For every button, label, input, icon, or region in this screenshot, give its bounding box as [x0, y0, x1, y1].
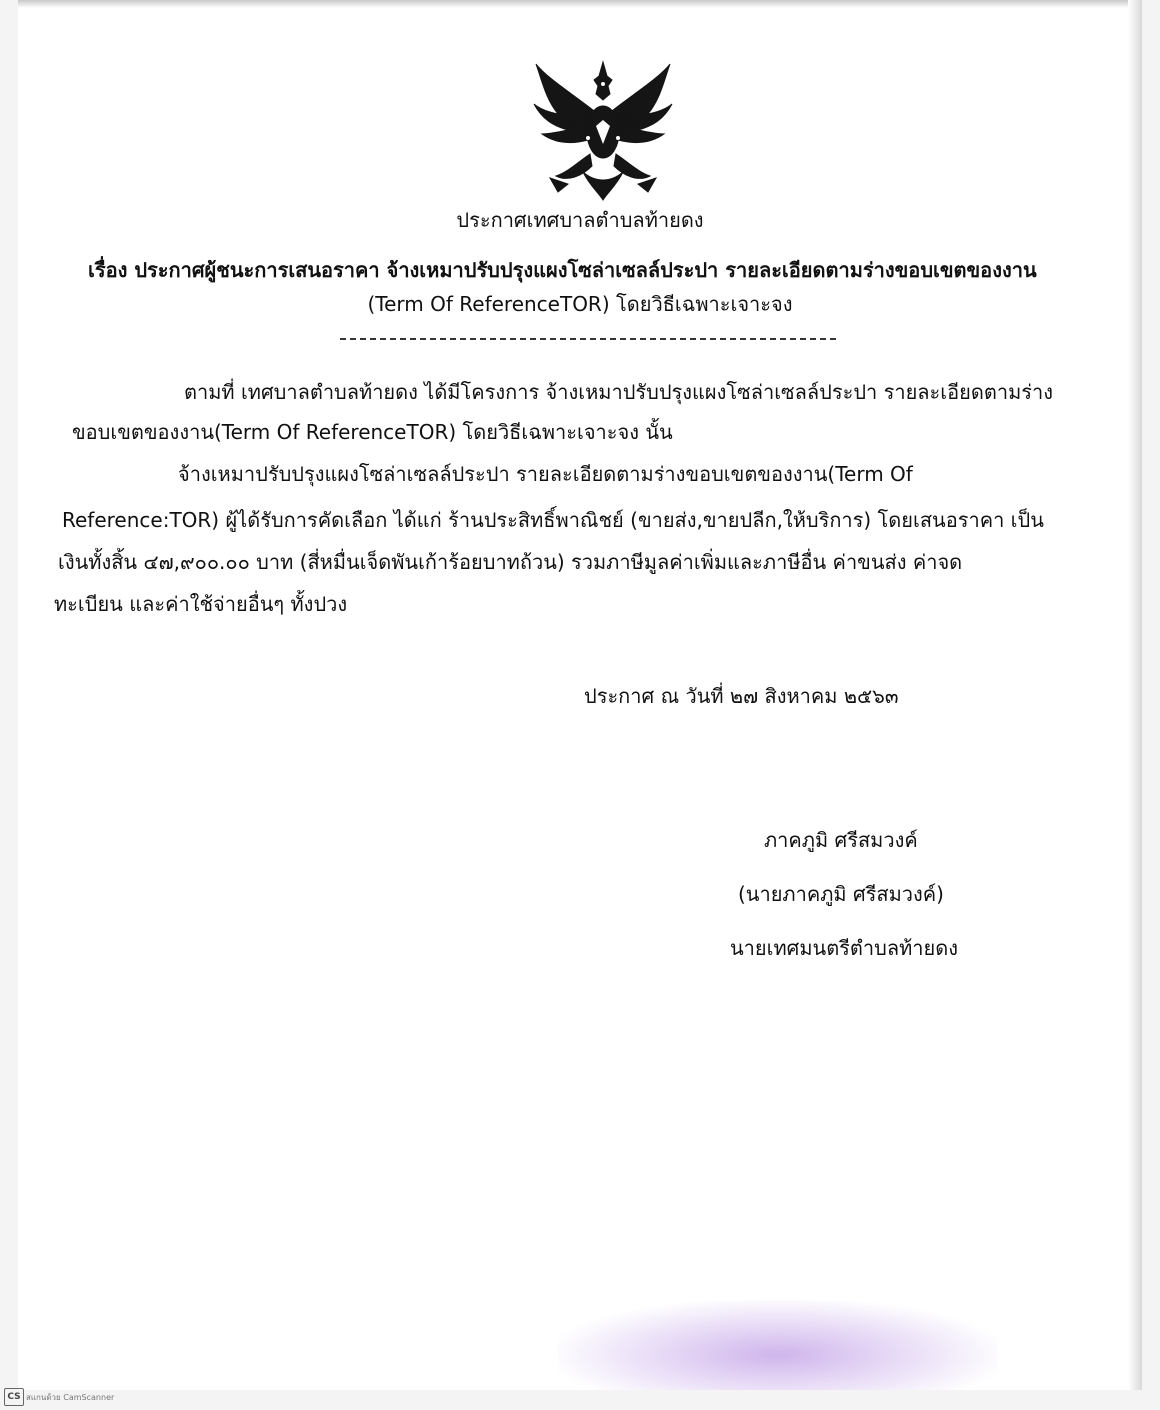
announcement-date: ประกาศ ณ วันที่ ๒๗ สิงหาคม ๒๕๖๓: [584, 684, 899, 708]
body-line-2: ขอบเขตของงาน(Term Of ReferenceTOR) โดยวิธีเฉพาะเจาะจง นั้น: [72, 420, 673, 444]
scan-color-stain: [558, 1300, 998, 1390]
signature-name: ภาคภูมิ ศรีสมวงค์: [764, 828, 918, 852]
header-divider: [340, 338, 836, 340]
body-line-1: ตามที่ เทศบาลตำบลท้ายดง ได้มีโครงการ จ้างเหมาปรับปรุงแผงโซล่าเซลล์ประปา รายละเอียดตามร่าง: [184, 380, 1053, 404]
camscanner-logo: CS: [4, 1388, 24, 1406]
body-line-4: Reference:TOR) ผู้ได้รับการคัดเลือก ได้แก่ ร้านประสิทธิ์พาณิชย์ (ขายส่ง,ขายปลีก,ให้บริการ) โดยเสนอราคา เป็น: [62, 508, 1044, 532]
subject-line-1: เรื่อง ประกาศผู้ชนะการเสนอราคา จ้างเหมาปรับปรุงแผงโซล่าเซลล์ประปา รายละเอียดตามร่างขอบเขตของงาน: [88, 258, 1037, 282]
garuda-emblem-icon: [528, 54, 678, 204]
body-line-3: จ้างเหมาปรับปรุงแผงโซล่าเซลล์ประปา รายละเอียดตามร่างขอบเขตของงาน(Term Of: [178, 462, 913, 486]
body-line-5: เงินทั้งสิ้น ๔๗,๙๐๐.๐๐ บาท (สี่หมื่นเจ็ดพันเก้าร้อยบาทถ้วน) รวมภาษีมูลค่าเพิ่มและภาษีอื่น ค่าขนส่ง ค่าจด: [58, 550, 963, 574]
body-line-6: ทะเบียน และค่าใช้จ่ายอื่นๆ ทั้งปวง: [54, 592, 348, 616]
subject-line-2: (Term Of ReferenceTOR) โดยวิธีเฉพาะเจาะจง: [367, 292, 793, 316]
signer-position: นายเทศมนตรีตำบลท้ายดง: [730, 936, 958, 960]
announcement-title: ประกาศเทศบาลตำบลท้ายดง: [456, 208, 704, 232]
scan-shadow-top: [18, 0, 1142, 8]
signer-printed-name: (นายภาคภูมิ ศรีสมวงค์): [738, 882, 944, 906]
camscanner-label: สแกนด้วย CamScanner: [26, 1393, 115, 1402]
document-page: [18, 0, 1142, 1390]
